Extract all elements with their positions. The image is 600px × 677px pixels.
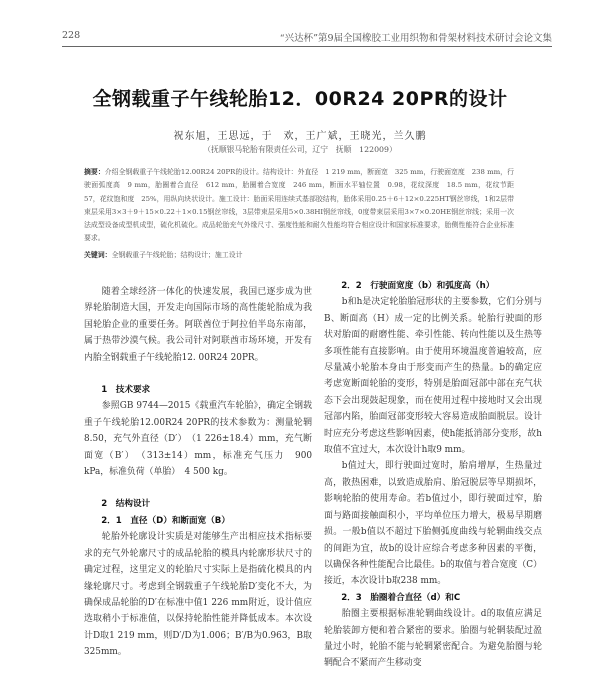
body-paragraph: 胎圈主要根据标准轮辋曲线设计。d的取值应满足轮胎装卸方便和着合紧密的要求。胎圈与轮辋装配过盈量过小时，轮胎不能与轮辋紧密配合。为避免胎圈与轮辋配合不紧而产生移动变 — [324, 609, 542, 669]
subsection-heading: 2．3 胎圈着合直径（d）和C — [341, 592, 461, 603]
right-column — [324, 278, 542, 672]
abstract — [84, 166, 521, 246]
abstract-label: 摘要： — [84, 168, 105, 176]
body-paragraph: b和h是决定轮胎胎冠形状的主要参数，它们分别与B、断面高（H）成一定的比例关系。轮胎行驶面的形状对胎面的耐磨性能、牵引性能、转向性能以及生热等多项性能有直接影响。由于使用环境温度普遍较高，应尽量减小轮胎本身由于形变而产生的热量。b的确定应考虑宽断面轮胎的变形，特别是胎面冠部中部在充气状态下会出现鼓起现象，而在使用过程中接地时又会出现冠部内陷，胎面冠部变形较大容易造成胎面脱层。设计时应充分考虑这些影响因素，使h能抵消部分变形，故h取值不宜过大，本次设计h取9 mm。 — [324, 297, 542, 456]
header-rule — [62, 46, 552, 47]
left-column — [84, 284, 321, 661]
body-paragraph: 轮胎外轮廓设计实质是对能够生产出相应技术指标要求的充气外轮廓尺寸的成品轮胎的模具内轮廓形状尺寸的确定过程，这里定义的轮胎尺寸实际上是指硫化模具的内缘轮廓尺寸。考虑到全钢载重子午线轮胎D′变化不大，为确保成品轮胎的D′在标准中值1 226 mm附近，设计值应选取稍小于标准值，以保持轮胎性能并降低成本。本次设计D取1 219 mm，则D′/D为1.006；B′/B为0.963，B取325mm。 — [84, 532, 312, 658]
keywords-label: 关键词： — [84, 251, 112, 259]
body-paragraph: b值过大，即行驶面过宽时，胎肩增厚，生热量过高，散热困难，以致造成胎肩、胎冠脱层等早期损坏，影响轮胎的使用寿命。若b值过小，即行驶面过窄，胎面与路面接触面积小，平均单位压力增大，极易早期磨损。一般b值以不超过下胎侧弧度曲线与轮辋曲线交点的间距为宜，故b的设计应综合考虑多种因素的平衡，以确保各种性能配合比最佳。b的取值与着合宽度（C）接近，本次设计b取238 mm。 — [324, 461, 542, 587]
section-heading: 1 技术要求 — [101, 385, 151, 396]
intro-paragraph: 随着全球经济一体化的快速发展，我国已逐步成为世界轮胎制造大国，开发走向国际市场的高性能轮胎成为我国轮胎企业的重要任务。阿联酋位于阿拉伯半岛东南部，属于热带沙漠气候。我公司针对阿联酋市场环境，开发有内胎全钢载重子午线轮胎12. 00R24 20PR。 — [84, 287, 312, 363]
subsection-heading: 2．1 直径（D）和断面宽（B） — [101, 515, 230, 526]
author-list: 祝东旭，王思远，于 欢，王广斌，王晓光，兰久鹏 — [173, 131, 427, 142]
keywords-text: 全钢载重子午线轮胎；结构设计；施工设计 — [111, 251, 243, 259]
page-number: 228 — [62, 30, 81, 41]
body-paragraph: 参照GB 9744—2015《载重汽车轮胎》，确定全钢载重子午线轮胎12.00R24 20PR的技术参数为：测量轮辋 8.50，充气外直径（D′） （1 226±18.4）mm，充气断面宽（B′） （313±14）mm，标准充气压力 900 kPa，标准负荷（单胎） 4 500 kg。 — [84, 401, 321, 478]
affiliation: （抚顺银马轮胎有限责任公司，辽宁 抚顺 122009） — [203, 145, 397, 154]
keywords — [84, 249, 514, 259]
conference-name: “兴达杯”第9届全国橡胶工业用织物和骨架材料技术研讨会论文集 — [279, 33, 552, 44]
abstract-text: 介绍全钢载重子午线轮胎12.00R24 20PR的设计。结构设计：外直径 1 219 mm，断面宽 325 mm，行驶面宽度 238 mm，行驶面弧度高 9 mm，胎圈着合直径 612 mm，胎圈着合宽度 246 mm，断面水平轴位置 0.98，花纹深度 18.5 mm，花纹节距 57，花纹饱和度 25%，用纵向块状设计。施工设计：胎面采用连续式基部胶结构，胎体采用0.25＋6＋12×0.225HT钢丝帘线，1和2层带束层采用3×3＋9＋15×0.22＋1×0.15钢丝帘线，3层带束层采用5×0.38HI钢丝帘线，0度带束层采用3×7×0.20HE钢丝帘线；采用一次法成型设备成型机成型，硫化机硫化。成品轮胎充气外缘尺寸、强度性能和耐久性能均符合相应设计和国家标准要求，胎侧性能符合企业标准要求。 — [84, 168, 521, 243]
running-header — [62, 30, 552, 44]
paper-title: 全钢载重子午线轮胎12．00R24 20PR的设计 — [92, 88, 508, 110]
section-heading: 2 结构设计 — [101, 499, 151, 510]
subsection-heading: 2．2 行驶面宽度（b）和弧度高（h） — [341, 281, 495, 291]
